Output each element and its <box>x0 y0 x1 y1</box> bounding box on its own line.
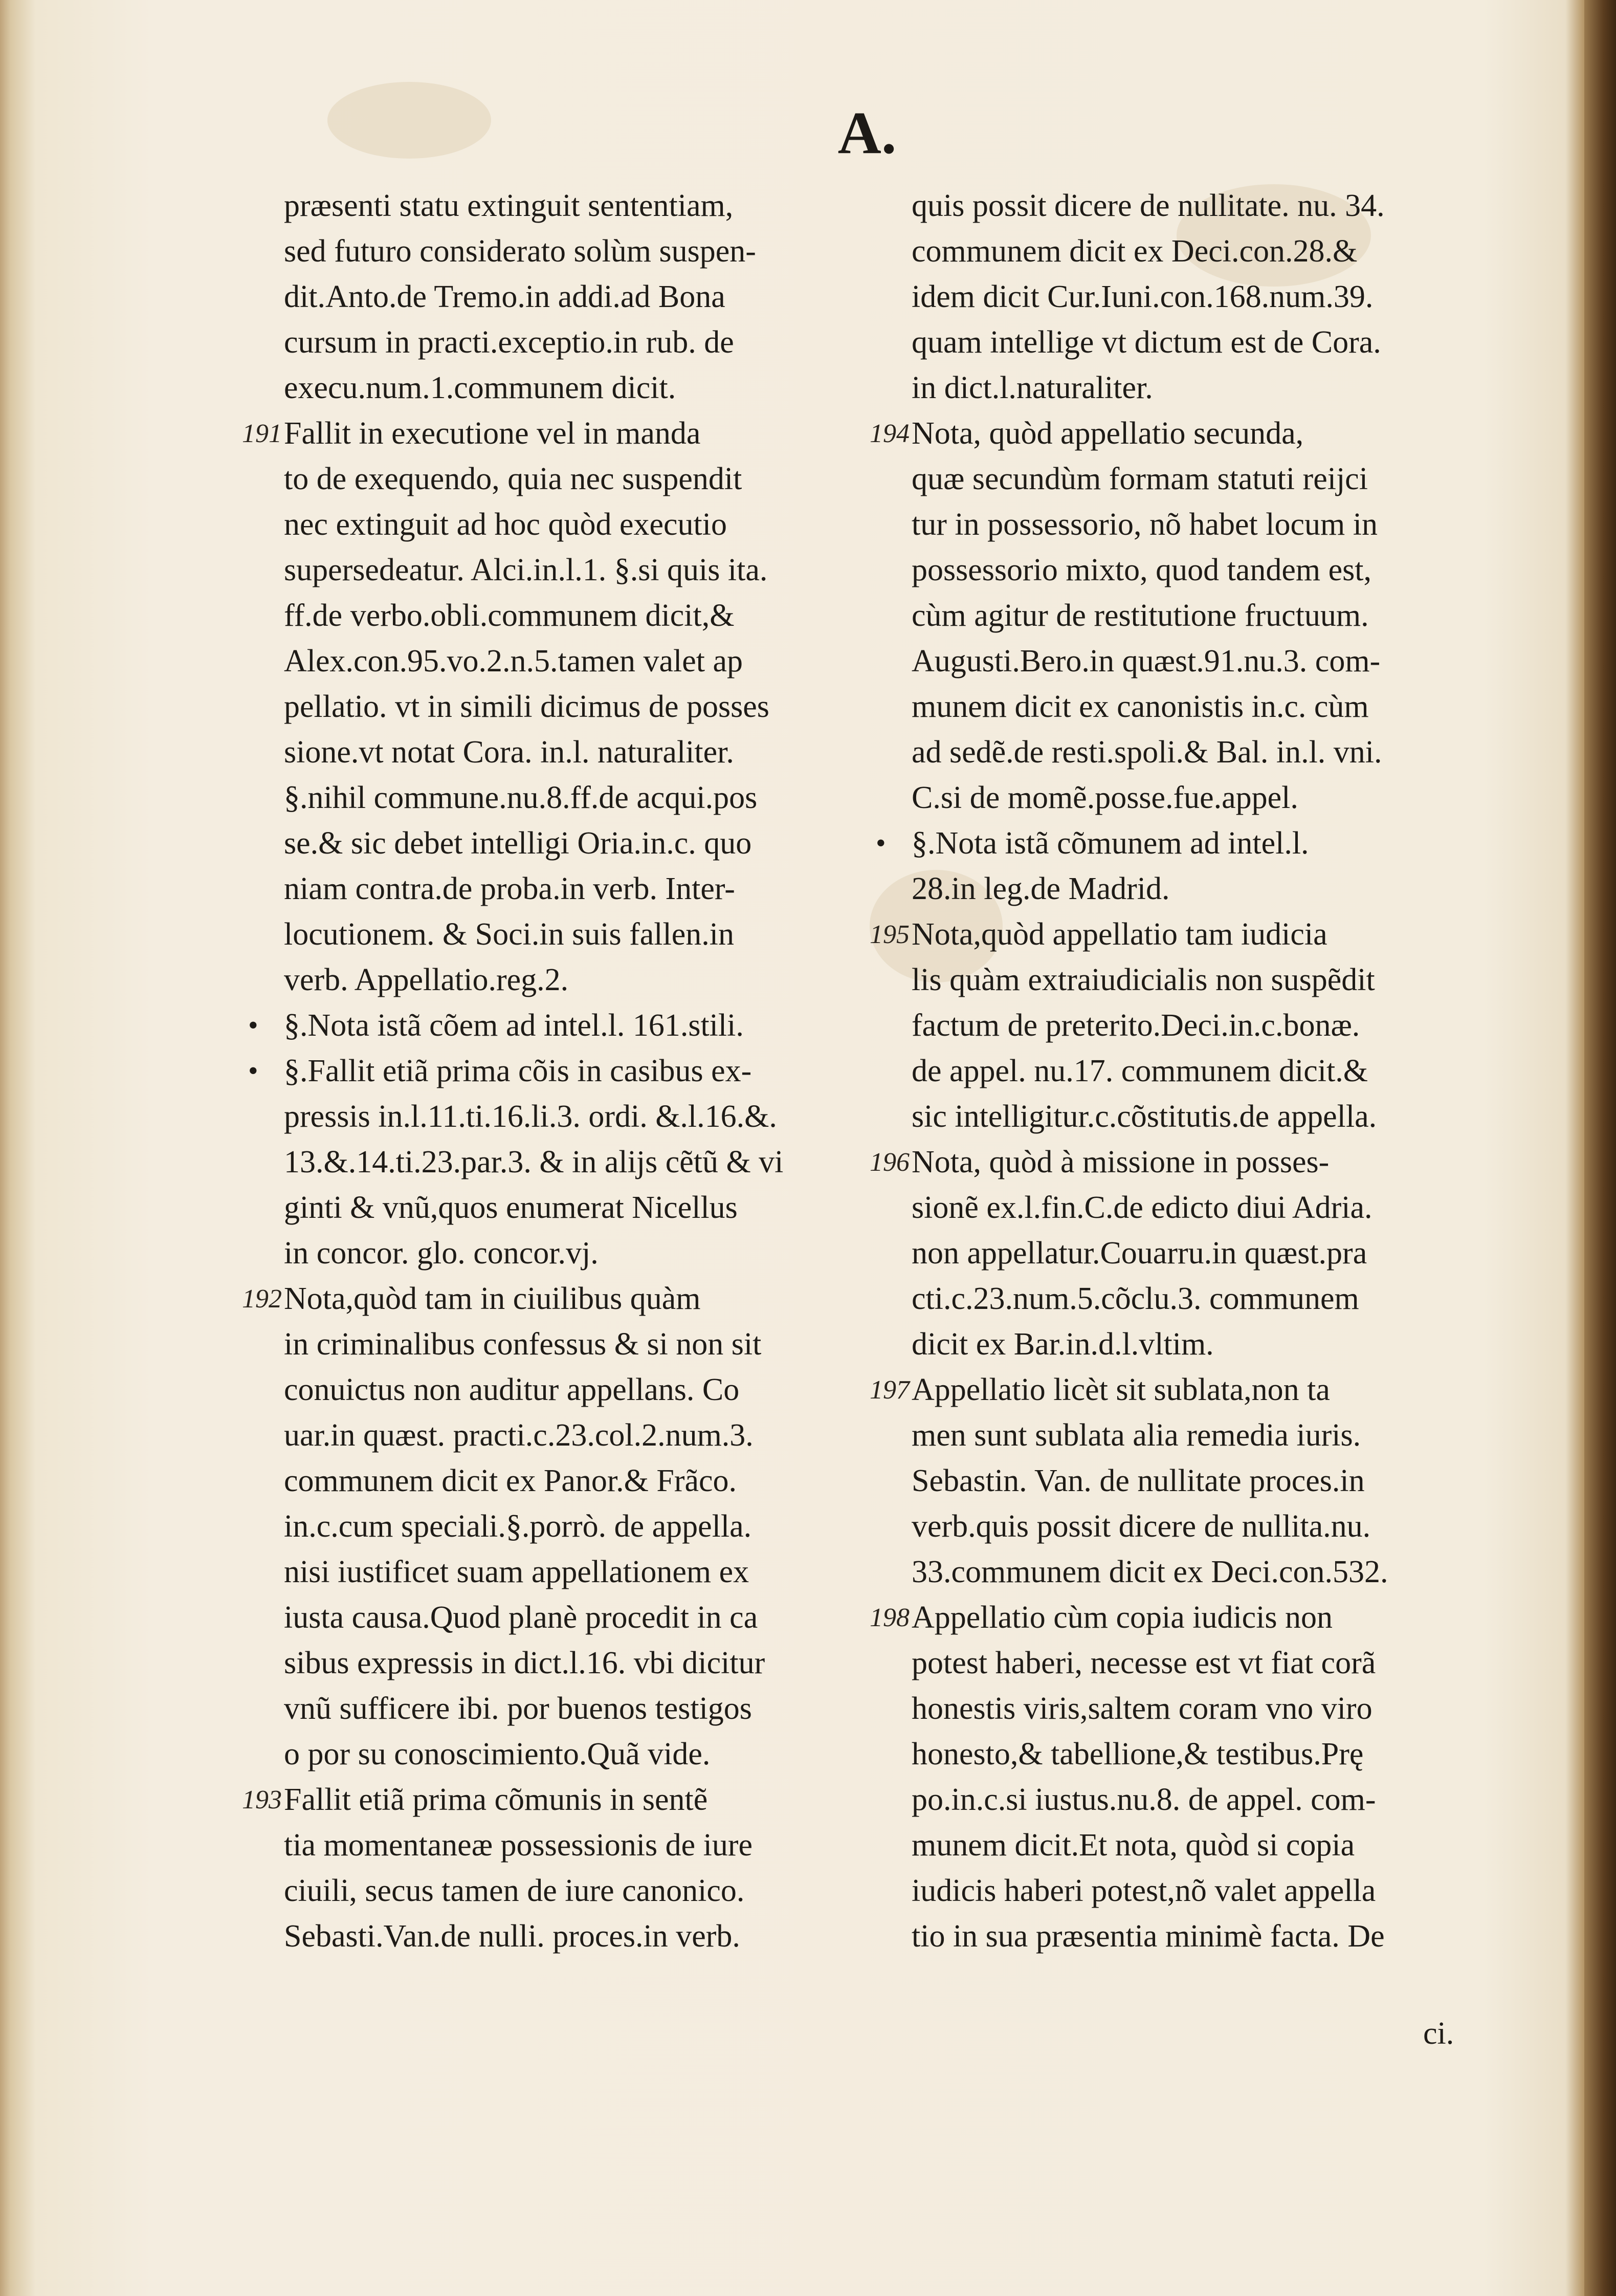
text-line <box>912 957 1505 1003</box>
line-text: cti.c.23.num.5.cõclu.3. communem <box>912 1281 1359 1316</box>
line-text: verb.quis possit dicere de nullita.nu. <box>912 1509 1371 1544</box>
text-line <box>284 1367 877 1413</box>
line-text: munem dicit.Et nota, quòd si copia <box>912 1828 1355 1863</box>
text-line <box>912 456 1505 502</box>
line-text: locutionem. & Soci.in suis fallen.in <box>284 917 734 952</box>
line-text: sic intelligitur.c.cõstitutis.de appella. <box>912 1099 1377 1134</box>
line-text: uar.in quæst. practi.c.23.col.2.num.3. <box>284 1418 754 1453</box>
text-line <box>912 1048 1505 1094</box>
line-text: lis quàm extraiudicialis non suspẽdit <box>912 963 1375 997</box>
text-line <box>912 775 1505 821</box>
text-line <box>284 1914 877 1959</box>
text-line <box>870 1140 1505 1185</box>
line-text: tio in sua præsentia minimè facta. De <box>912 1919 1385 1954</box>
text-line <box>284 1595 877 1641</box>
line-text: pellatio. vt in simili dicimus de posses <box>284 689 769 724</box>
section-number: 195 <box>870 920 910 949</box>
section-number: 197 <box>870 1375 910 1405</box>
line-text: vnũ sufficere ibi. por buenos testigos <box>284 1691 752 1726</box>
text-line <box>248 1003 877 1048</box>
line-text: Nota,quòd appellatio tam iudicia <box>912 917 1327 952</box>
text-line <box>248 1048 877 1094</box>
text-line <box>912 1413 1505 1458</box>
text-line <box>870 1595 1505 1641</box>
line-text: 28.in leg.de Madrid. <box>912 871 1170 906</box>
text-line <box>284 1185 877 1231</box>
section-number: 191 <box>242 419 282 448</box>
line-text: ciuili, secus tamen de iure canonico. <box>284 1873 745 1908</box>
text-line <box>284 365 877 411</box>
text-line <box>284 593 877 639</box>
line-text: nec extinguit ad hoc quòd executio <box>284 507 727 542</box>
line-text: niam contra.de proba.in verb. Inter- <box>284 871 735 906</box>
line-text: honesto,& tabellione,& testibus.Prę <box>912 1737 1364 1772</box>
text-line <box>284 1868 877 1914</box>
paragraph-mark: • <box>248 1010 258 1041</box>
text-line <box>912 1686 1505 1732</box>
text-line <box>284 1686 877 1732</box>
text-line <box>284 912 877 957</box>
line-text: præsenti statu extinguit sententiam, <box>284 188 734 223</box>
line-text: Sebasti.Van.de nulli. proces.in verb. <box>284 1919 740 1954</box>
line-text: dit.Anto.de Tremo.in addi.ad Bona <box>284 279 725 314</box>
line-text: ad sedẽ.de resti.spoli.& Bal. in.l. vni. <box>912 735 1382 770</box>
text-line <box>912 1231 1505 1276</box>
section-number: 193 <box>242 1785 282 1814</box>
line-text: quam intellige vt dictum est de Cora. <box>912 325 1381 360</box>
text-line <box>912 1322 1505 1367</box>
line-text: sione.vt notat Cora. in.l. naturaliter. <box>284 735 734 770</box>
line-text: verb. Appellatio.reg.2. <box>284 963 569 997</box>
text-line <box>912 1094 1505 1140</box>
line-text: non appellatur.Couarru.in quæst.pra <box>912 1236 1367 1271</box>
text-line <box>912 183 1505 229</box>
line-text: cursum in practi.exceptio.in rub. de <box>284 325 734 360</box>
line-text: quæ secundùm formam statuti reijci <box>912 462 1368 496</box>
line-text: o por su conoscimiento.Quã vide. <box>284 1737 711 1772</box>
line-text: communem dicit ex Deci.con.28.& <box>912 234 1358 269</box>
line-text: po.in.c.si iustus.nu.8. de appel. com- <box>912 1782 1376 1817</box>
text-line <box>284 1413 877 1458</box>
text-line <box>284 1140 877 1185</box>
folio-signature: A. <box>837 99 897 166</box>
text-line <box>284 957 877 1003</box>
text-line <box>870 411 1505 456</box>
line-text: §.Fallit etiã prima cõis in casibus ex- <box>284 1054 752 1088</box>
text-line <box>284 1732 877 1777</box>
text-line <box>912 1777 1505 1823</box>
line-text: conuictus non auditur appellans. Co <box>284 1372 740 1407</box>
line-text: to de exequendo, quia nec suspendit <box>284 462 742 496</box>
line-text: men sunt sublata alia remedia iuris. <box>912 1418 1361 1453</box>
line-text: communem dicit ex Panor.& Frãco. <box>284 1463 737 1498</box>
line-text: nisi iustificet suam appellationem ex <box>284 1555 749 1589</box>
text-line <box>284 1231 877 1276</box>
line-text: Augusti.Bero.in quæst.91.nu.3. com- <box>912 644 1381 679</box>
line-text: de appel. nu.17. communem dicit.& <box>912 1054 1368 1088</box>
text-line <box>284 456 877 502</box>
line-text: pressis in.l.11.ti.16.li.3. ordi. &.l.16.&. <box>284 1099 777 1134</box>
line-text: factum de preterito.Deci.in.c.bonæ. <box>912 1008 1360 1043</box>
text-line <box>912 1458 1505 1504</box>
line-text: tur in possessorio, nõ habet locum in <box>912 507 1378 542</box>
line-text: Nota, quòd appellatio secunda, <box>912 416 1304 451</box>
line-text: supersedeatur. Alci.in.l.1. §.si quis ita. <box>284 553 768 587</box>
text-line <box>912 548 1505 593</box>
text-line <box>912 1868 1505 1914</box>
text-line <box>284 502 877 548</box>
text-line <box>284 1094 877 1140</box>
text-line <box>912 1003 1505 1048</box>
page-edge <box>1584 0 1616 2296</box>
section-number: 196 <box>870 1148 910 1177</box>
line-text: Fallit etiã prima cõmunis in sentẽ <box>284 1782 708 1817</box>
line-text: iudicis haberi potest,nõ valet appella <box>912 1873 1376 1908</box>
text-line <box>912 502 1505 548</box>
text-line <box>870 912 1505 957</box>
line-text: iusta causa.Quod planè procedit in ca <box>284 1600 758 1635</box>
text-line <box>284 1504 877 1549</box>
text-line <box>284 548 877 593</box>
text-line <box>912 274 1505 320</box>
line-text: se.& sic debet intelligi Oria.in.c. quo <box>284 826 752 861</box>
text-line <box>912 730 1505 775</box>
line-text: idem dicit Cur.Iuni.con.168.num.39. <box>912 279 1374 314</box>
line-text: Sebastin. Van. de nullitate proces.in <box>912 1463 1365 1498</box>
text-line <box>284 1641 877 1686</box>
line-text: 13.&.14.ti.23.par.3. & in alijs cẽtũ & vi <box>284 1145 784 1179</box>
line-text: quis possit dicere de nullitate. nu. 34. <box>912 188 1385 223</box>
text-line <box>912 365 1505 411</box>
text-line <box>876 821 1505 866</box>
line-text: dicit ex Bar.in.d.l.vltim. <box>912 1327 1214 1362</box>
line-text: honestis viris,saltem coram vno viro <box>912 1691 1373 1726</box>
text-line <box>242 411 877 456</box>
line-text: 33.communem dicit ex Deci.con.532. <box>912 1555 1388 1589</box>
right-text-column <box>870 183 1505 1959</box>
line-text: munem dicit ex canonistis in.c. cùm <box>912 689 1369 724</box>
text-line <box>912 593 1505 639</box>
text-line <box>242 1777 877 1823</box>
section-number: 192 <box>242 1284 282 1314</box>
text-line <box>284 866 877 912</box>
text-line <box>912 1732 1505 1777</box>
section-number: 198 <box>870 1603 910 1632</box>
text-line <box>284 684 877 730</box>
text-line <box>912 320 1505 365</box>
line-text: cùm agitur de restitutione fructuum. <box>912 598 1369 633</box>
text-line <box>912 866 1505 912</box>
section-number: 194 <box>870 419 910 448</box>
paragraph-mark: • <box>876 827 886 859</box>
text-line <box>912 1914 1505 1959</box>
text-line <box>284 1322 877 1367</box>
text-line <box>284 1823 877 1868</box>
paragraph-mark: • <box>248 1055 258 1087</box>
line-text: in dict.l.naturaliter. <box>912 370 1153 405</box>
line-text: §.nihil commune.nu.8.ff.de acqui.pos <box>284 780 758 815</box>
text-line <box>242 1276 877 1322</box>
text-line <box>284 274 877 320</box>
line-text: Nota,quòd tam in ciuilibus quàm <box>284 1281 701 1316</box>
text-line <box>284 775 877 821</box>
text-line <box>870 1367 1505 1413</box>
line-text: execu.num.1.communem dicit. <box>284 370 676 405</box>
line-text: possessorio mixto, quod tandem est, <box>912 553 1371 587</box>
text-line <box>284 639 877 684</box>
text-line <box>284 229 877 274</box>
text-line <box>912 1185 1505 1231</box>
line-text: sibus expressis in dict.l.16. vbi dicitur <box>284 1646 765 1680</box>
text-line <box>912 1549 1505 1595</box>
line-text: sed futuro considerato solùm suspen- <box>284 234 756 269</box>
text-line <box>912 684 1505 730</box>
line-text: ff.de verbo.obli.communem dicit,& <box>284 598 735 633</box>
text-line <box>912 639 1505 684</box>
line-text: tia momentaneæ possessionis de iure <box>284 1828 753 1863</box>
text-line <box>284 821 877 866</box>
text-line <box>912 229 1505 274</box>
line-text: Appellatio licèt sit sublata,non ta <box>912 1372 1330 1407</box>
text-line <box>912 1823 1505 1868</box>
line-text: potest haberi, necesse est vt fiat corã <box>912 1646 1376 1680</box>
text-line <box>284 730 877 775</box>
line-text: §.Nota istã cõmunem ad intel.l. <box>912 826 1309 861</box>
text-line <box>284 1458 877 1504</box>
line-text: Appellatio cùm copia iudicis non <box>912 1600 1333 1635</box>
text-line <box>912 1276 1505 1322</box>
line-text: C.si de momẽ.posse.fue.appel. <box>912 780 1298 815</box>
text-line <box>284 1549 877 1595</box>
line-text: Fallit in executione vel in manda <box>284 416 701 451</box>
line-text: in.c.cum speciali.§.porrò. de appella. <box>284 1509 752 1544</box>
catchword: ci. <box>1423 2016 1454 2051</box>
line-text: §.Nota istã cõem ad intel.l. 161.stili. <box>284 1008 744 1043</box>
line-text: Nota, quòd à missione in posses- <box>912 1145 1330 1179</box>
line-text: Alex.con.95.vo.2.n.5.tamen valet ap <box>284 644 743 679</box>
line-text: sionẽ ex.l.fin.C.de edicto diui Adria. <box>912 1190 1373 1225</box>
text-line <box>912 1641 1505 1686</box>
line-text: in criminalibus confessus & si non sit <box>284 1327 762 1362</box>
line-text: ginti & vnũ,quos enumerat Nicellus <box>284 1190 738 1225</box>
text-line <box>284 183 877 229</box>
text-line <box>284 320 877 365</box>
left-text-column <box>242 183 877 1959</box>
line-text: in concor. glo. concor.vj. <box>284 1236 599 1271</box>
text-line <box>912 1504 1505 1549</box>
